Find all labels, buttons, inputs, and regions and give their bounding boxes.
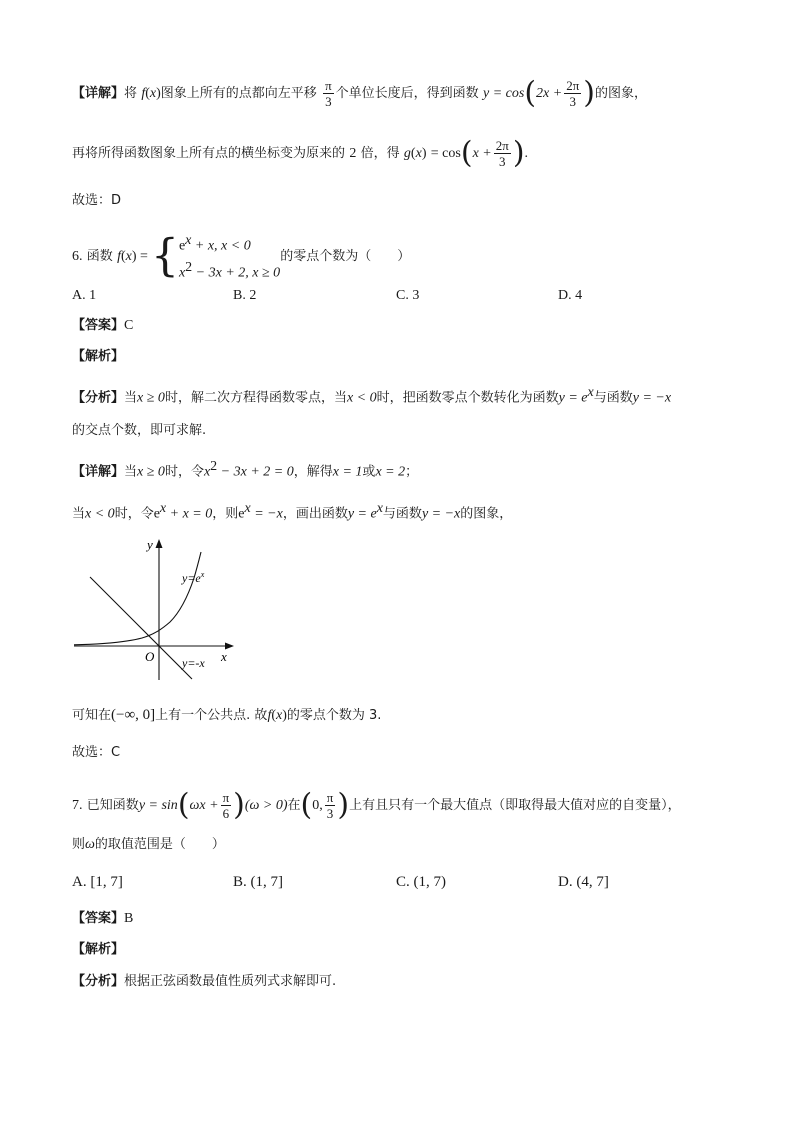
fraction-2pi-over-3-b: $\frac{2\pi}{3}$	[495, 138, 509, 169]
question-7-line-2: 则ω的取值范围是（ ）	[72, 837, 225, 852]
neg-x-line-label: y=-x	[182, 656, 205, 670]
detail-line-1: 【详解】将 f(x)图象上所有的点都向左平移 $\frac{\pi}{3}$ 个单位长度后，得到函数 y = cos(2x + $\frac{2\pi}{3}$ )的图象，	[72, 75, 648, 111]
piecewise-function: { $e^x + x$, x < 0 $x^2 - 3x + 2$, x ≥ 0	[150, 230, 281, 282]
function-graph	[70, 534, 240, 684]
q6-option-d: D. 4	[558, 288, 583, 303]
q6-jiexi: 【解析】	[72, 349, 125, 364]
q7-analysis: 【分析】根据正弦函数最值性质列式求解即可.	[72, 974, 337, 989]
q6-conclusion: 可知在(−∞, 0]上有一个公共点. 故f(x)的零点个数为 3.	[72, 707, 382, 723]
y-axis-label: y	[147, 537, 153, 552]
q7-option-d: D. (4, 7]	[558, 874, 609, 890]
q7-option-c: C. (1, 7)	[396, 874, 446, 890]
q6-answer: 【答案】C	[72, 318, 134, 333]
fraction-pi-over-3: $\frac{\pi}{3}$	[325, 78, 332, 109]
q6-analysis-line-1: 【分析】当x ≥ 0时，解二次方程得函数零点，当x < 0时，把函数零点个数转化为函数$y = e^x$与函数y = −x	[72, 385, 672, 406]
detail-tag: 【详解】	[72, 86, 125, 101]
exp-curve	[74, 552, 201, 645]
q7-option-a: A. [1, 7]	[72, 874, 123, 890]
answer-choice-5: 故选：D	[72, 193, 122, 208]
q6-option-a: A. 1	[72, 288, 97, 303]
x-axis-label: x	[221, 649, 227, 664]
fraction-pi-over-6: $\frac{\pi}{6}$	[222, 790, 230, 821]
question-7-line-1: 7. 已知函数y = sin(ωx + $\frac{\pi}{6}$ )(ω > 0)在(0, $\frac{\pi}{3}$ )上有且只有一个最大值点（即取得最大值对应的自变量），	[72, 787, 681, 823]
q6-option-c: C. 3	[396, 288, 420, 303]
question-6: 6. 函数 f(x) ={ $e^x + x$, x < 0 $x^2 - 3x + 2$, x ≥ 0 的零点个数为（ ）	[72, 230, 411, 282]
q6-detail-line-2: 当x < 0时，令$e^x + x = 0$，则$e^x = -x$，画出函数$y = e^x$与函数y = −x的图象，	[72, 501, 513, 522]
q6-analysis-line-2: 的交点个数，即可求解.	[72, 423, 207, 438]
answer-choice-6: 故选：C	[72, 745, 121, 760]
y-axis-arrow-icon	[156, 539, 163, 548]
detail-line-2: 再将所得函数图象上所有点的横坐标变为原来的 2 倍，得 g(x) = cos(x + $\frac{2\pi}{3}$ ).	[72, 135, 529, 171]
neg-x-line	[90, 577, 192, 679]
q7-option-b: B. (1, 7]	[233, 874, 283, 890]
q6-option-b: B. 2	[233, 288, 257, 303]
fraction-pi-over-3-b: $\frac{\pi}{3}$	[326, 790, 334, 821]
origin-label: O	[145, 649, 155, 664]
exp-curve-label: $y=e^x$	[182, 570, 205, 585]
q7-jiexi: 【解析】	[72, 942, 125, 957]
q7-answer: 【答案】B	[72, 911, 134, 926]
q6-detail-line-1: 【详解】当x ≥ 0时，令$x^2 - 3x + 2 = 0$，解得x = 1或x = 2；	[72, 459, 419, 480]
fraction-2pi-over-3: $\frac{2\pi}{3}$	[566, 78, 580, 109]
